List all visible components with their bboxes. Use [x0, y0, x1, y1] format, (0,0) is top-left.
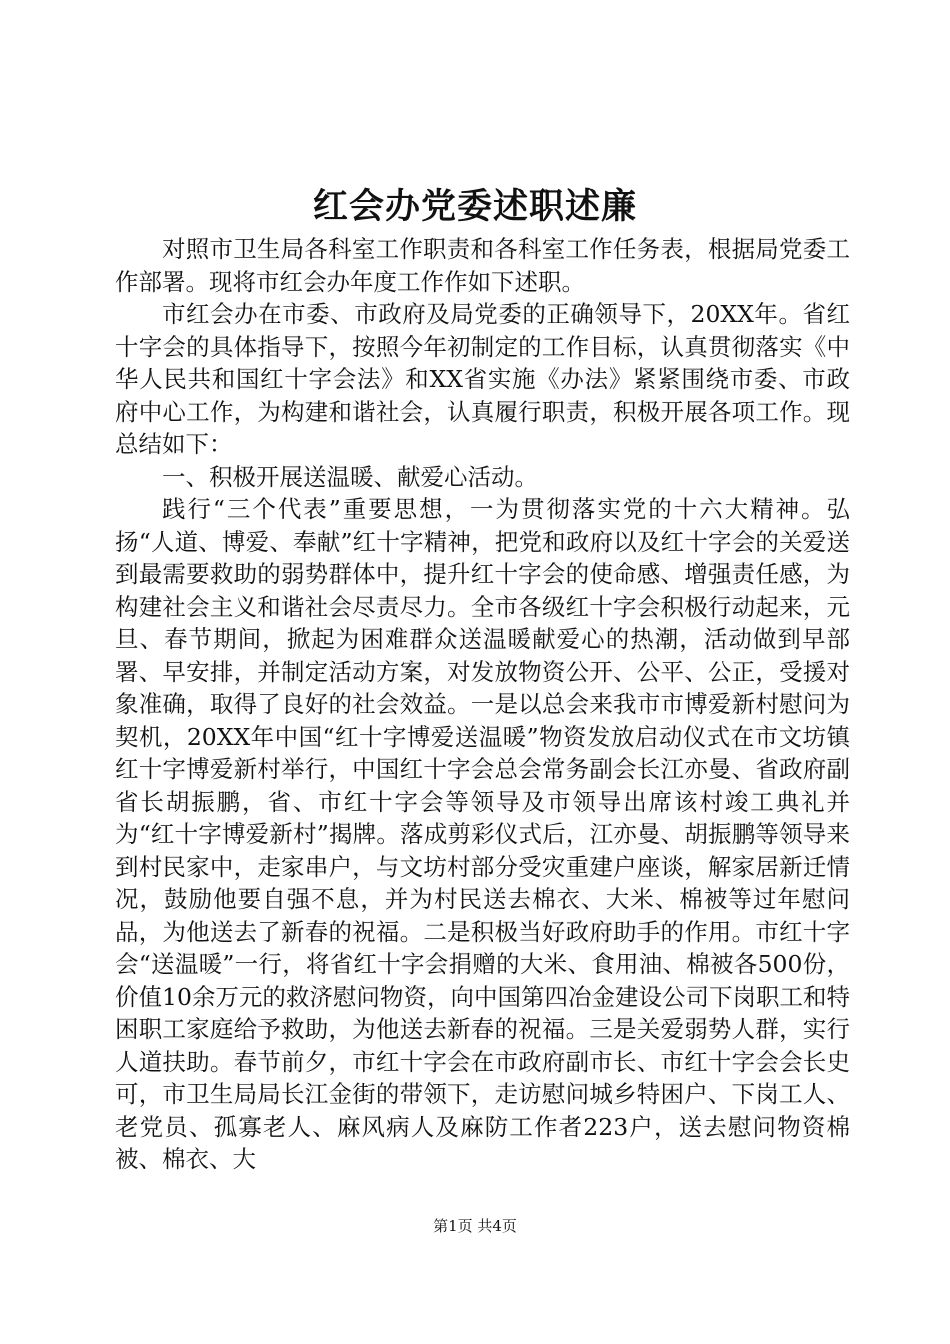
paragraph-intro: 对照市卫生局各科室工作职责和各科室工作任务表，根据局党委工作部署。现将市红会办年度工作作如下述职。	[115, 235, 850, 296]
paragraph-activities: 践行“三个代表”重要思想，一为贯彻落实党的十六大精神。弘扬“人道、博爱、奉献”红十字精神，把党和政府以及红十字会的关爱送到最需要救助的弱势群体中，提升红十字会的使命感、增强责任感，为构建社会主义和谐社会尽责尽力。全市各级红十字会积极行动起来，元旦、春节期间，掀起为困难群众送温暖献爱心的热潮，活动做到早部署、早安排，并制定活动方案，对发放物资公开、公平、公正，受援对象准确，取得了良好的社会效益。一是以总会来我市市博爱新村慰问为契机，20XX年中国“红十字博爱送温暖”物资发放启动仪式在市文坊镇红十字博爱新村举行，中国红十字会总会常务副会长江亦曼、省政府副省长胡振鹏，省、市红十字会等领导及市领导出席该村竣工典礼并为“红十字博爱新村”揭牌。落成剪彩仪式后，江亦曼、胡振鹏等领导来到村民家中，走家串户，与文坊村部分受灾重建户座谈，解家居新迁情况，鼓励他要自强不息，并为村民送去棉衣、大米、棉被等过年慰问品，为他送去了新春的祝福。二是积极当好政府助手的作用。市红十字会“送温暖”一行，将省红十字会捐赠的大米、食用油、棉被各500份，价值10余万元的救济慰问物资，向中国第四冶金建设公司下岗职工和特困职工家庭给予救助，为他送去新春的祝福。三是关爱弱势人群，实行人道扶助。春节前夕，市红十字会在市政府副市长、市红十字会会长史可，市卫生局局长江金街的带领下，走访慰问城乡特困户、下岗工人、老党员、孤寡老人、麻风病人及麻防工作者223户，送去慰问物资棉被、棉衣、大	[115, 495, 850, 1173]
document-title: 红会办党委述职述廉	[312, 186, 637, 227]
document-body	[115, 233, 850, 1176]
paragraph-summary: 市红会办在市委、市政府及局党委的正确领导下，20XX年。省红十字会的具体指导下，按照今年初制定的工作目标，认真贯彻落实《中华人民共和国红十字会法》和XX省实施《办法》紧紧围绕市委、市政府中心工作，为构建和谐社会，认真履行职责，积极开展各项工作。现总结如下：	[115, 300, 850, 458]
section-heading: 一、积极开展送温暖、献爱心活动。	[162, 462, 538, 491]
page-number-footer: 第1页 共4页	[433, 1217, 517, 1235]
